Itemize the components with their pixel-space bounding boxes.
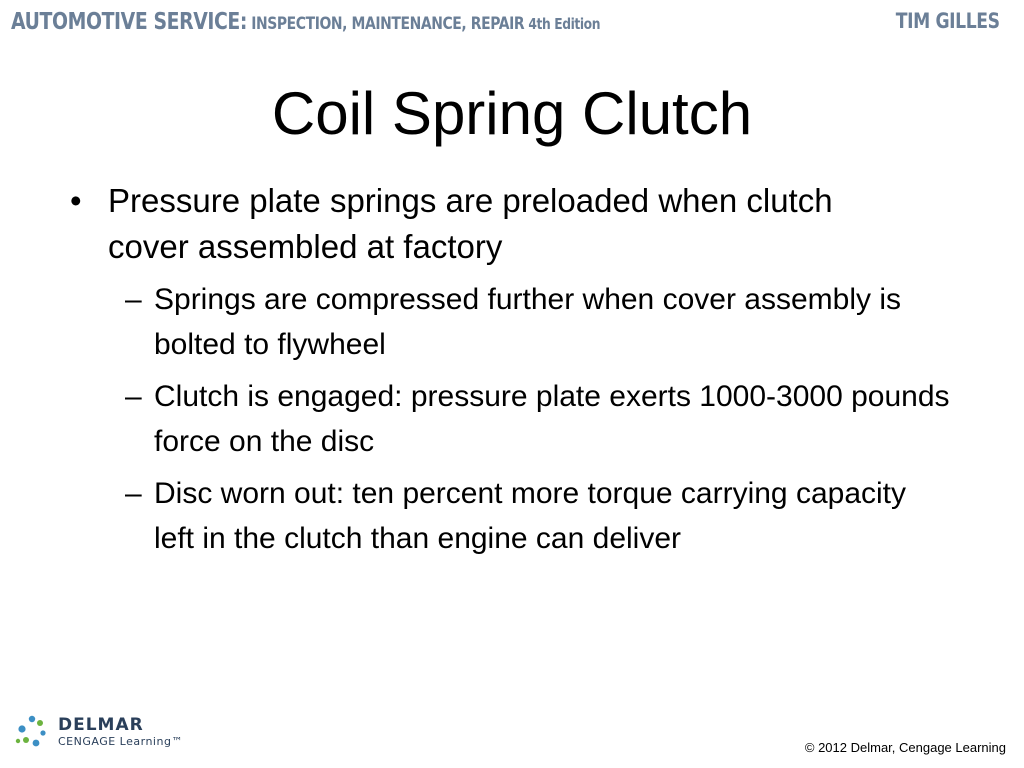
sub-bullet-list	[70, 277, 970, 561]
sub-bullet-item	[70, 277, 954, 367]
sub-bullet-text: Disc worn out: ten percent more torque carrying capacity left in the clutch than engine can deliver	[154, 477, 907, 555]
sub-bullet-text: Clutch is engaged: pressure plate exerts 1000-3000 pounds force on the disc	[154, 380, 950, 458]
book-title-sub: INSPECTION, MAINTENANCE, REPAIR	[251, 14, 525, 34]
header-bar	[0, 0, 1024, 44]
dash-marker: –	[125, 380, 142, 413]
book-title	[11, 9, 600, 35]
sub-bullet-item	[70, 374, 954, 464]
sub-bullet-text: Springs are compressed further when cover assembly is bolted to flywheel	[154, 283, 901, 361]
logo-subtitle-text: CENGAGE Learning	[58, 735, 172, 748]
author-name: TIM GILLES	[896, 9, 1000, 33]
logo-wordmark: DELMAR	[58, 715, 144, 735]
bullet-item	[70, 178, 908, 270]
dash-marker: –	[125, 283, 142, 316]
book-title-main: AUTOMOTIVE SERVICE:	[11, 9, 248, 35]
dash-marker: –	[125, 477, 142, 510]
logo-trademark: ™	[171, 735, 183, 748]
sub-bullet-item	[70, 471, 954, 561]
copyright-notice: © 2012 Delmar, Cengage Learning	[804, 740, 1006, 755]
bullet-marker: •	[70, 182, 82, 219]
slide-body	[70, 178, 970, 568]
slide-title: Coil Spring Clutch	[271, 80, 753, 147]
bullet-text: Pressure plate springs are preloaded when clutch cover assembled at factory	[108, 182, 833, 265]
delmar-cengage-logo	[14, 712, 194, 752]
delmar-logo-icon	[14, 714, 50, 750]
logo-subtitle	[58, 735, 183, 748]
book-edition: 4th Edition	[528, 15, 601, 33]
